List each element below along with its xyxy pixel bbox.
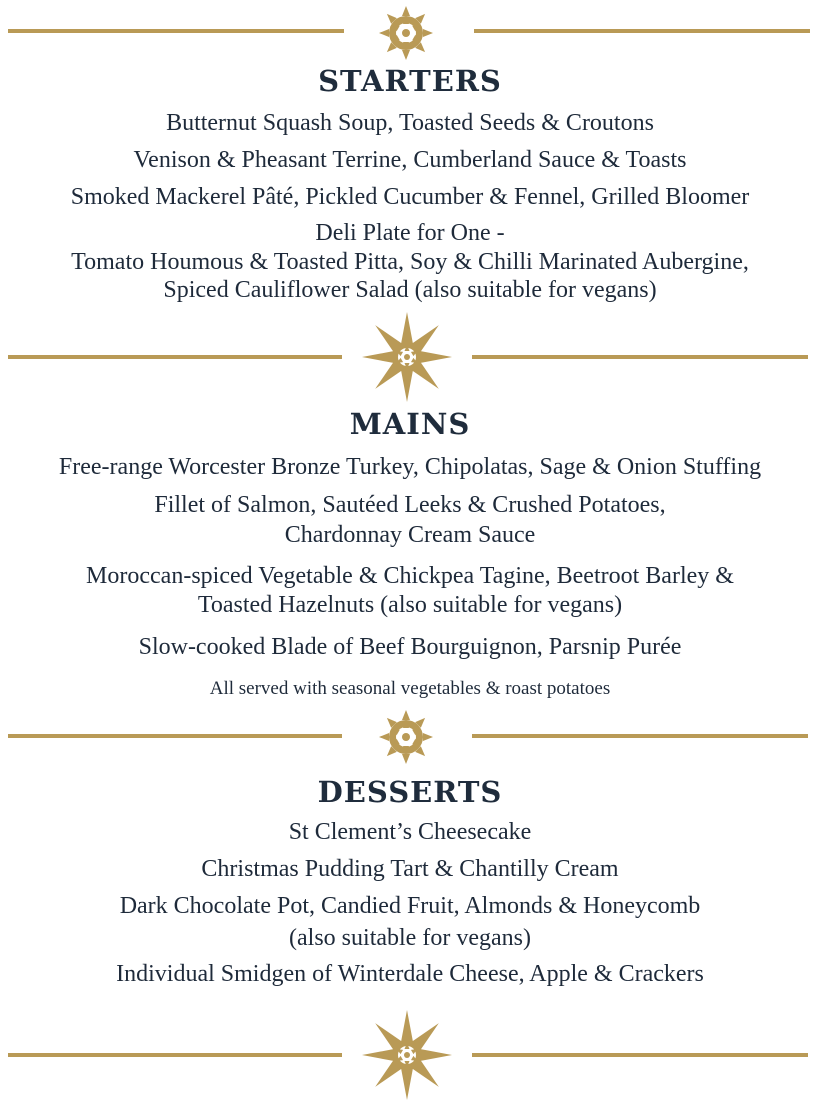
section-heading-mains: MAINS (349, 407, 471, 441)
menu-item: Moroccan-spiced Vegetable & Chickpea Tagine, Beetroot Barley & (86, 563, 734, 589)
menu-item: Tomato Houmous & Toasted Pitta, Soy & Chilli Marinated Aubergine, (71, 249, 749, 275)
menu-item: St Clement’s Cheesecake (288, 819, 532, 845)
divider-line-left (8, 1053, 342, 1057)
divider-line-right (472, 734, 808, 738)
menu-item: Butternut Squash Soup, Toasted Seeds & Croutons (166, 110, 654, 136)
section-heading-desserts: DESSERTS (317, 775, 503, 809)
menu-item: Venison & Pheasant Terrine, Cumberland Sauce & Toasts (133, 147, 687, 173)
divider-line-left (8, 355, 342, 359)
divider-line-left (8, 734, 342, 738)
divider-line-left (8, 29, 344, 33)
star-ornament-icon (361, 311, 453, 403)
menu-item: Free-range Worcester Bronze Turkey, Chipolatas, Sage & Onion Stuffing (58, 454, 762, 480)
divider-line-right (472, 355, 808, 359)
menu-item: (also suitable for vegans) (289, 925, 531, 951)
divider-line-right (472, 1053, 808, 1057)
wreath-ornament-icon (378, 709, 434, 765)
menu-item: Spiced Cauliflower Salad (also suitable for vegans) (163, 277, 657, 303)
menu-item: Smoked Mackerel Pâté, Pickled Cucumber & Fennel, Grilled Bloomer (70, 184, 750, 210)
menu-item: Toasted Hazelnuts (also suitable for vegans) (197, 592, 623, 618)
mains-note: All served with seasonal vegetables & roast potatoes (209, 678, 611, 699)
menu-item: Deli Plate for One - (315, 220, 505, 246)
divider-line-right (474, 29, 810, 33)
menu-item: Christmas Pudding Tart & Chantilly Cream (201, 856, 619, 882)
menu-item: Individual Smidgen of Winterdale Cheese, Apple & Crackers (116, 961, 704, 987)
menu-item: Slow-cooked Blade of Beef Bourguignon, Parsnip Purée (138, 634, 682, 660)
menu-item: Chardonnay Cream Sauce (284, 522, 536, 548)
section-heading-starters: STARTERS (318, 64, 502, 98)
menu-item: Dark Chocolate Pot, Candied Fruit, Almonds & Honeycomb (119, 893, 701, 919)
wreath-ornament-icon (378, 5, 434, 61)
menu-item: Fillet of Salmon, Sautéed Leeks & Crushed Potatoes, (154, 492, 666, 518)
star-ornament-icon (361, 1009, 453, 1101)
